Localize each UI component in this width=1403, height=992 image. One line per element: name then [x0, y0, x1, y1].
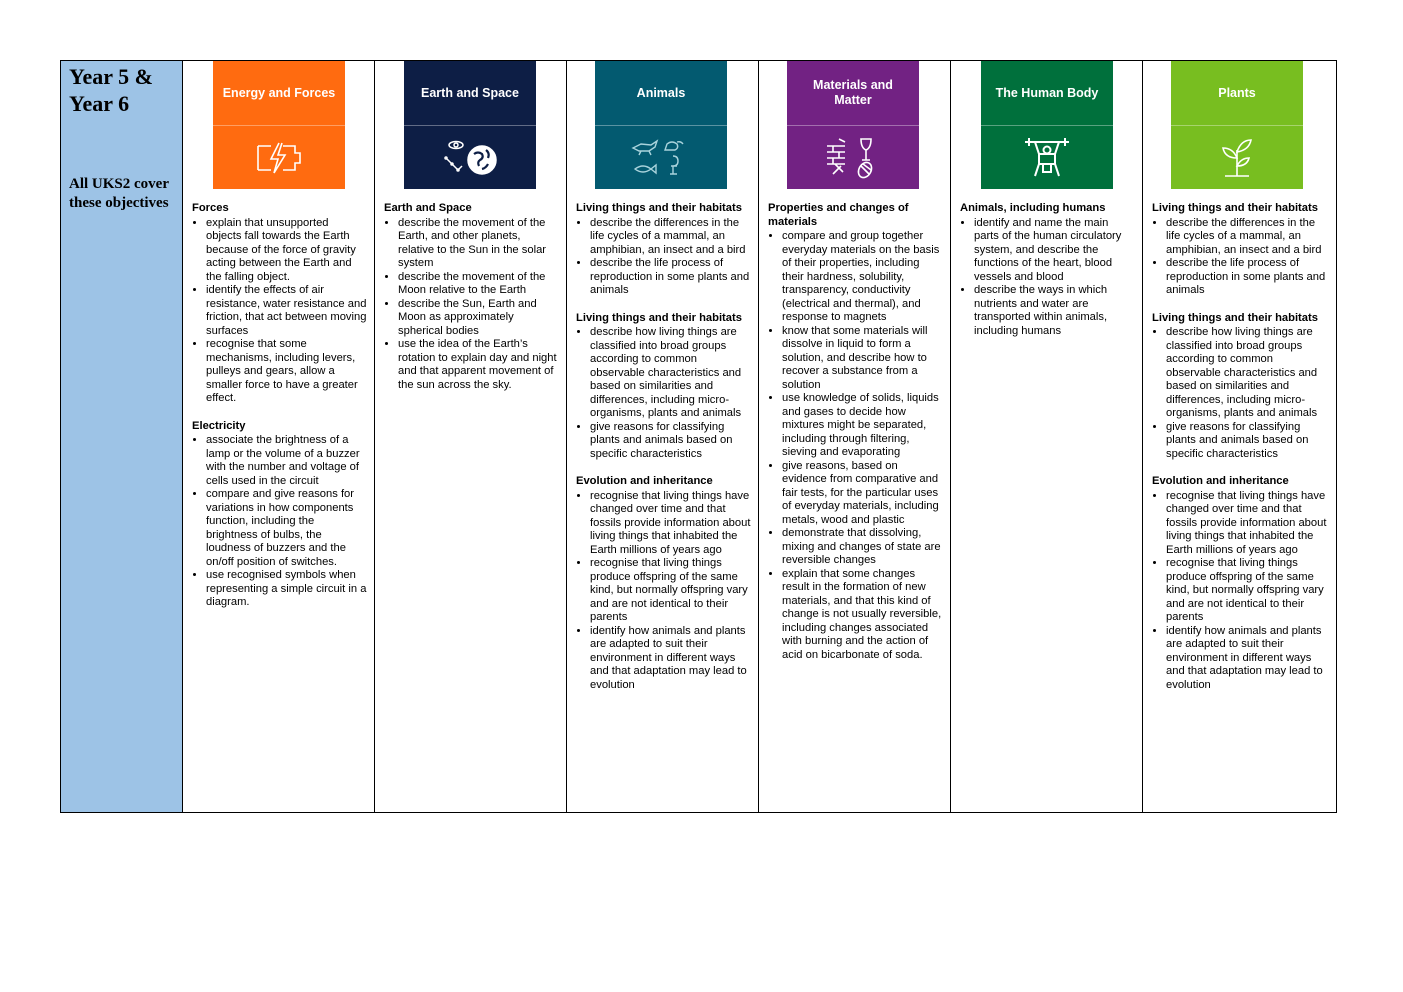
objective-item: • explain that unsupported objects fall towards the Earth because of the force of gravity acting between the Earth and the falling object.: [206, 217, 367, 285]
objective-bullets: [576, 217, 751, 298]
column-animals: [567, 61, 759, 812]
objective-section: [384, 202, 559, 392]
objective-item: • recognise that living things have changed over time and that fossils provide information about living things that inhabited the Earth millions of years ago: [1166, 490, 1329, 558]
objective-item: • recognise that living things produce offspring of the same kind, but normally offspring vary and are not identical to their parents: [1166, 557, 1329, 625]
objective-item: • identify and name the main parts of the human circulatory system, and describe the functions of the heart, blood vessels and blood: [974, 217, 1135, 285]
topic-title: Animals: [636, 85, 686, 100]
objective-item: • compare and group together everyday materials on the basis of their properties, including their hardness, solubility, transparency, conductivity (electrical and thermal), and response to magnets: [782, 230, 943, 325]
objective-item: • describe the differences in the life cycles of a mammal, an amphibian, an insect and a bird: [590, 217, 751, 258]
column-materials-and-matter: [759, 61, 951, 812]
topic-title: Materials and Matter: [813, 78, 893, 107]
section-heading: Earth and Space: [384, 202, 472, 214]
objective-item: • recognise that living things have changed over time and that fossils provide information about living things that inhabited the Earth millions of years ago: [590, 490, 751, 558]
objective-bullets: [960, 217, 1135, 339]
objective-item: • describe the movement of the Moon relative to the Earth: [398, 271, 559, 298]
column-the-human-body: [951, 61, 1143, 812]
objectives-list: [768, 202, 943, 676]
topic-tile-energy-and-forces: [213, 61, 345, 189]
objective-item: • give reasons for classifying plants and animals based on specific characteristics: [1166, 421, 1329, 462]
topic-title: Earth and Space: [421, 85, 519, 100]
objective-bullets: [1152, 217, 1329, 298]
year-column: [61, 61, 183, 812]
cover-label: All UKS2 cover these objectives: [69, 176, 169, 211]
objective-item: • describe the life process of reproduction in some plants and animals: [590, 257, 751, 298]
objective-section: [192, 202, 367, 406]
section-heading: Properties and changes of materials: [768, 202, 909, 228]
objective-item: • recognise that some mechanisms, including levers, pulleys and gears, allow a smaller force to have a greater effect.: [206, 338, 367, 406]
objective-bullets: [384, 217, 559, 393]
objective-item: • describe the Sun, Earth and Moon as approximately spherical bodies: [398, 298, 559, 339]
objective-section: [960, 202, 1135, 338]
objective-bullets: [768, 230, 943, 662]
section-heading: Living things and their habitats: [576, 202, 742, 214]
objective-section: [576, 202, 751, 298]
year-label: Year 5 & Year 6: [69, 64, 153, 116]
objective-item: • identify the effects of air resistance, water resistance and friction, that act between moving surfaces: [206, 284, 367, 338]
objective-item: • describe the ways in which nutrients and water are transported within animals, including humans: [974, 284, 1135, 338]
objective-bullets: [576, 490, 751, 693]
topic-tile-plants: [1171, 61, 1303, 189]
objective-item: • explain that some changes result in the formation of new materials, and that this kind of change is not usually reversible, including changes associated with burning and the action of acid on bicarbonate of soda.: [782, 568, 943, 663]
section-heading: Living things and their habitats: [576, 311, 742, 324]
animals-icon: [595, 126, 727, 189]
section-heading: Evolution and inheritance: [576, 475, 713, 487]
objective-section: [768, 202, 943, 662]
objective-item: • give reasons for classifying plants and animals based on specific characteristics: [590, 421, 751, 462]
objective-item: • describe how living things are classified into broad groups according to common observable characteristics and based on similarities and differences, including micro-organisms, plants and animals: [1166, 326, 1329, 421]
objective-item: • demonstrate that dissolving, mixing and changes of state are reversible changes: [782, 527, 943, 568]
topic-title: Energy and Forces: [222, 85, 336, 100]
objective-item: • identify how animals and plants are adapted to suit their environment in different ways and that adaptation may lead to evolution: [1166, 625, 1329, 693]
objectives-list: [960, 202, 1135, 352]
planet-globe-icon: [404, 126, 536, 189]
objective-item: • know that some materials will dissolve in liquid to form a solution, and describe how to recover a substance from a solution: [782, 325, 943, 393]
objective-item: • use the idea of the Earth’s rotation to explain day and night and that apparent movement of the sun across the sky.: [398, 338, 559, 392]
section-heading: Evolution and inheritance: [1152, 475, 1289, 487]
objectives-list: [1152, 202, 1329, 706]
objectives-list: [576, 202, 751, 706]
objective-item: • give reasons, based on evidence from comparative and fair tests, for the particular uses of everyday materials, including metals, wood and plastic: [782, 460, 943, 528]
objective-item: • compare and give reasons for variations in how components function, including the brightness of bulbs, the loudness of buzzers and the on/off position of switches.: [206, 488, 367, 569]
column-plants: [1143, 61, 1336, 812]
topic-title: The Human Body: [995, 85, 1099, 100]
objective-item: • describe the differences in the life cycles of a mammal, an amphibian, an insect and a bird: [1166, 217, 1329, 258]
objective-section: [1152, 312, 1329, 462]
objective-section: [1152, 202, 1329, 298]
objectives-list: [192, 202, 367, 624]
battery-lightning-icon: [213, 126, 345, 189]
objective-item: • identify how animals and plants are adapted to suit their environment in different ways and that adaptation may lead to evolution: [590, 625, 751, 693]
objective-item: • associate the brightness of a lamp or the volume of a buzzer with the number and voltage of cells used in the circuit: [206, 434, 367, 488]
section-heading: Living things and their habitats: [1152, 202, 1318, 214]
objectives-list: [384, 202, 559, 406]
topic-tile-materials-and-matter: [787, 61, 919, 189]
topic-tile-earth-and-space: [404, 61, 536, 189]
objective-item: • recognise that living things produce offspring of the same kind, but normally offspring vary and are not identical to their parents: [590, 557, 751, 625]
section-heading: Electricity: [192, 419, 246, 432]
section-heading: Animals, including humans: [960, 202, 1106, 214]
objective-item: • use recognised symbols when representing a simple circuit in a diagram.: [206, 569, 367, 610]
objective-bullets: [1152, 326, 1329, 461]
curriculum-table: [60, 60, 1337, 813]
topic-tile-animals: [595, 61, 727, 189]
objective-bullets: [192, 217, 367, 406]
materials-icon: [787, 126, 919, 189]
section-heading: Living things and their habitats: [1152, 311, 1318, 324]
objective-item: • use knowledge of solids, liquids and gases to decide how mixtures might be separated, including through filtering, sieving and evaporating: [782, 392, 943, 460]
objective-section: [1152, 475, 1329, 692]
objective-section: [576, 475, 751, 692]
weightlifter-icon: [981, 126, 1113, 189]
column-energy-and-forces: [183, 61, 375, 812]
section-heading: Forces: [192, 202, 229, 214]
topic-tile-the-human-body: [981, 61, 1113, 189]
column-earth-and-space: [375, 61, 567, 812]
objective-item: • describe how living things are classified into broad groups according to common observable characteristics and based on similarities and differences, including micro-organisms, plants and animals: [590, 326, 751, 421]
objective-section: [576, 312, 751, 462]
objective-bullets: [576, 326, 751, 461]
topic-title: Plants: [1218, 85, 1256, 100]
objective-bullets: [192, 434, 367, 610]
sprout-icon: [1171, 126, 1303, 189]
objective-section: [192, 420, 367, 610]
objective-item: • describe the movement of the Earth, and other planets, relative to the Sun in the solar system: [398, 217, 559, 271]
objective-item: • describe the life process of reproduction in some plants and animals: [1166, 257, 1329, 298]
objective-bullets: [1152, 490, 1329, 693]
